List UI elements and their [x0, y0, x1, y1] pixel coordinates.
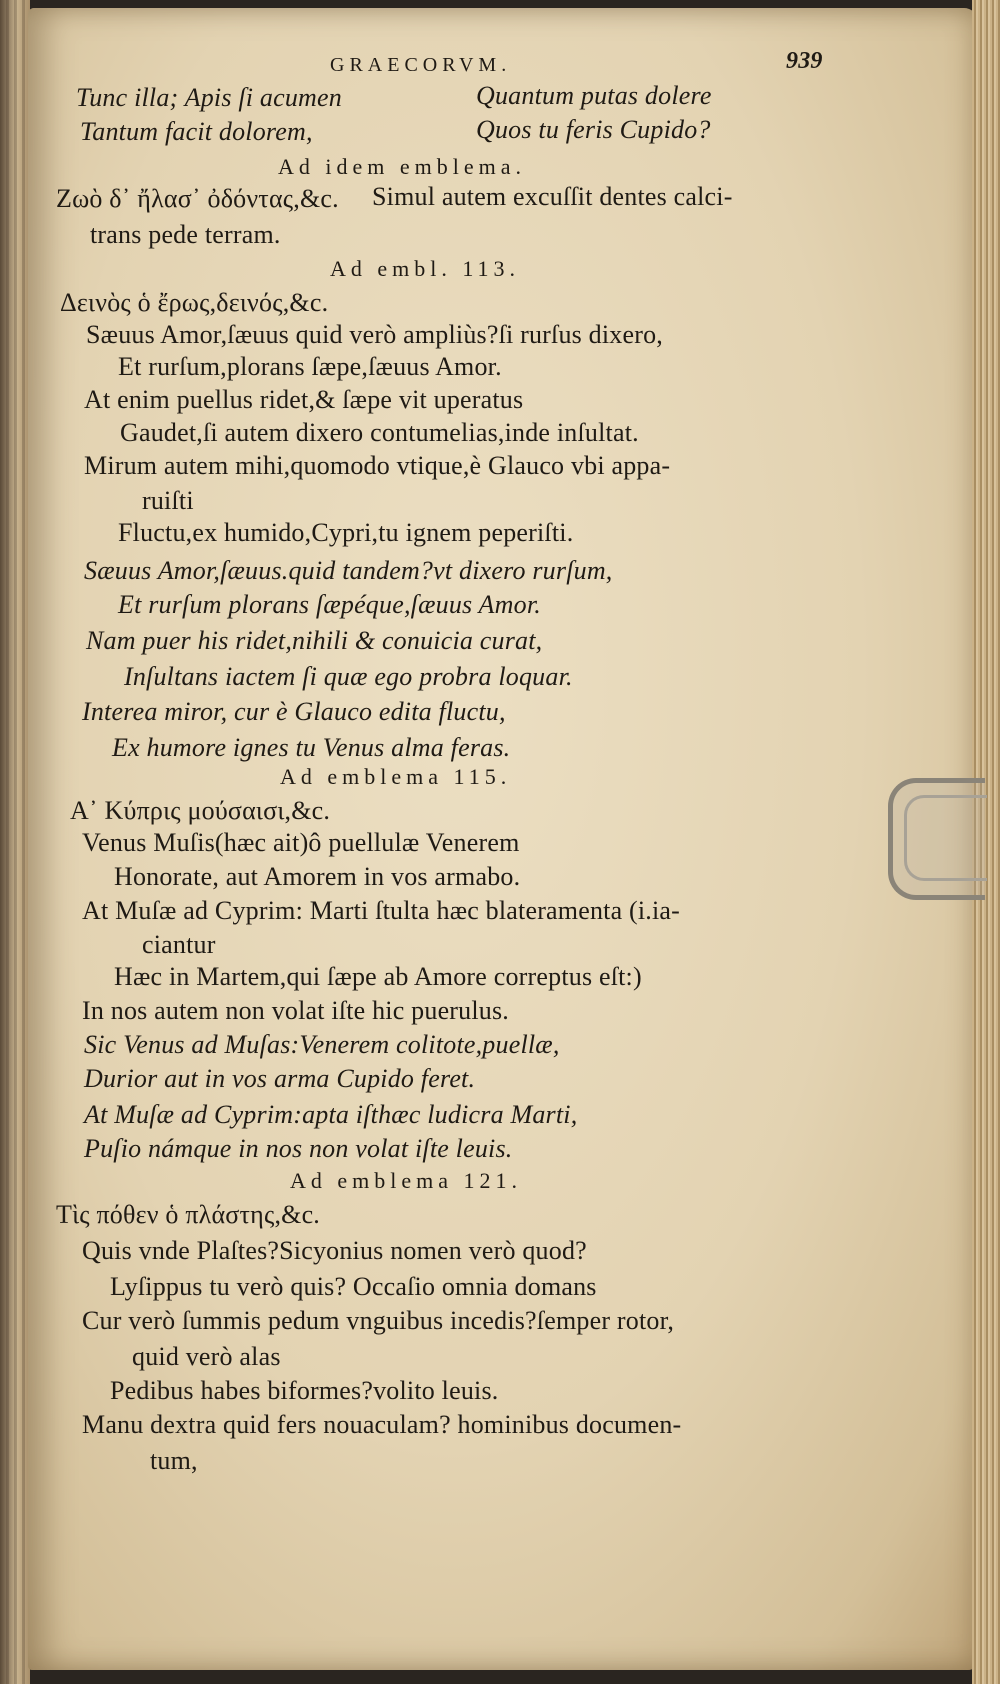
greek-incipit: Α᾽ Κύπρις μούσαισι,&c. — [70, 796, 331, 825]
text-line: Sæuus Amor,ſæuus.quid tandem?vt dixero rurſum, — [84, 556, 613, 585]
text-line: Durior aut in vos arma Cupido feret. — [84, 1064, 476, 1093]
text-line: Hæc in Martem,qui ſæpe ab Amore correptus eſt:) — [114, 962, 642, 991]
running-title: GRAECORVM. — [330, 54, 512, 76]
text-line: Et rurſum plorans ſæpéque,ſæuus Amor. — [118, 590, 541, 619]
text-line: ruiſti — [142, 486, 194, 515]
section-heading: Ad embl. 113. — [330, 256, 521, 281]
text-line: Gaudet,ſi autem dixero contumelias,inde inſultat. — [120, 418, 639, 447]
text-line: Fluctu,ex humido,Cypri,tu ignem peperiſti. — [118, 518, 574, 547]
text-line: Cur verò ſummis pedum vnguibus incedis?ſemper rotor, — [82, 1306, 675, 1335]
section-heading: Ad idem emblema. — [278, 154, 527, 179]
text-line: Quantum putas dolere — [476, 81, 712, 110]
text-line: At Muſæ ad Cyprim: Marti ſtulta hæc blateramenta (i.ia- — [82, 896, 681, 925]
text-line: tum, — [150, 1446, 198, 1475]
greek-incipit: Τὶς πόθεν ὁ πλάστης,&c. — [56, 1200, 321, 1229]
section-heading: Ad emblema 121. — [290, 1168, 523, 1193]
text-line: Inſultans iactem ſi quæ ego probra loquar. — [124, 662, 573, 691]
text-line: Manu dextra quid fers nouaculam? hominibus documen- — [82, 1410, 682, 1439]
text-line: Nam puer his ridet,nihili & conuicia curat, — [86, 626, 543, 655]
text-line: Pedibus habes biformes?volito leuis. — [110, 1376, 499, 1405]
text-line: Quos tu feris Cupido? — [476, 115, 711, 144]
text-line: Venus Muſis(hæc ait)ô puellulæ Venerem — [82, 828, 520, 857]
text-line: Tantum facit dolorem, — [80, 117, 313, 146]
section-heading: Ad emblema 115. — [280, 764, 512, 789]
text-line: Quis vnde Plaſtes?Sicyonius nomen verò quod? — [82, 1236, 587, 1265]
text-line: Honorate, aut Amorem in vos armabo. — [114, 862, 521, 891]
text-line: Mirum autem mihi,quomodo vtique,è Glauco vbi appa- — [84, 451, 671, 480]
greek-incipit: Δεινὸς ὁ ἔρως,δεινός,&c. — [60, 288, 329, 317]
text-line: In nos autem non volat iſte hic puerulus. — [82, 996, 510, 1025]
text-line: Puſio námque in nos non volat iſte leuis. — [84, 1134, 513, 1163]
text-line: trans pede terram. — [90, 220, 281, 249]
text-line: Lyſippus tu verò quis? Occaſio omnia domans — [110, 1272, 597, 1301]
text-line: Et rurſum,plorans ſæpe,ſæuus Amor. — [118, 352, 502, 381]
text-line: quid verò alas — [132, 1342, 281, 1371]
text-line: At Muſæ ad Cyprim:apta iſthæc ludicra Marti, — [84, 1100, 578, 1129]
text-line: Simul autem excuſſit dentes calci- — [372, 182, 733, 211]
text-line: Sic Venus ad Muſas:Venerem colitote,puellæ, — [84, 1030, 560, 1059]
text-line: Sæuus Amor,ſæuus quid verò ampliùs?ſi rurſus dixero, — [86, 320, 664, 349]
text-line: Tunc illa; Apis ſi acumen — [76, 83, 342, 112]
text-line: At enim puellus ridet,& ſæpe vit uperatus — [84, 385, 524, 414]
text-line: ciantur — [142, 930, 216, 959]
text-line: Ex humore ignes tu Venus alma feras. — [112, 733, 511, 762]
page-number: 939 — [786, 48, 823, 74]
greek-incipit: Ζωὸ δ᾽ ἤλασ᾽ ὀδόντας,&c. — [56, 184, 339, 213]
text-line: Interea miror, cur è Glauco edita fluctu, — [82, 697, 506, 726]
